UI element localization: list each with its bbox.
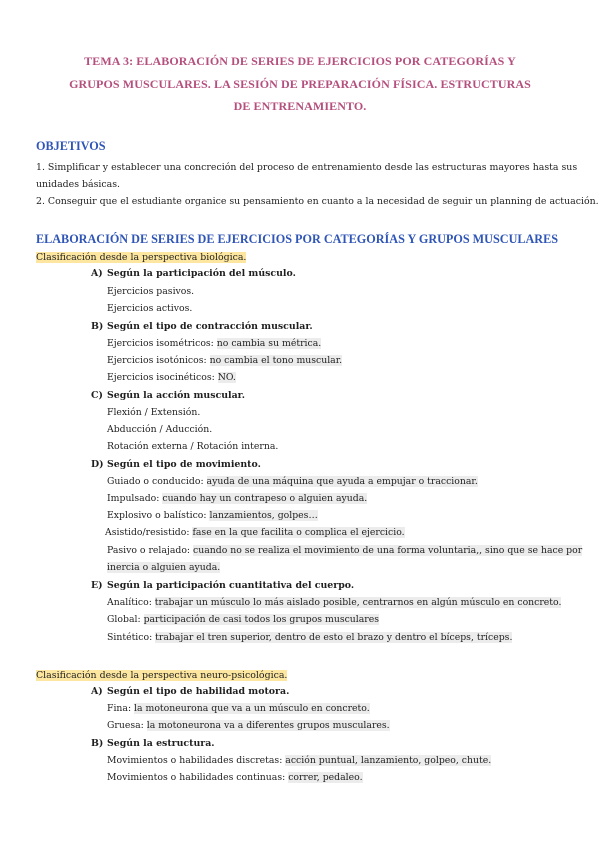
bio-b-line-1-value: no cambia su métrica. — [216, 338, 322, 349]
bio-d-line-2 — [107, 493, 367, 504]
neuro-b-line-1-value: acción puntual, lanzamiento, golpeo, chute. — [285, 755, 492, 766]
bio-e-line-3 — [107, 632, 512, 643]
bio-d-line-6-value: inercia o alguien ayuda. — [107, 562, 221, 573]
neuro-a-line-2-label: Gruesa: — [107, 720, 147, 731]
neuro-a-letter: A) — [91, 686, 103, 697]
bio-a-title: Según la participación del músculo. — [107, 268, 296, 279]
neuro-a-line-2-value: la motoneurona va a diferentes grupos musculares. — [146, 720, 390, 731]
bio-e-title: Según la participación cuantitativa del cuerpo. — [107, 580, 355, 591]
bio-d-line-3-value: lanzamientos, golpes… — [209, 510, 318, 521]
neuro-a-line-2 — [107, 720, 390, 731]
bio-a-line-1: Ejercicios pasivos. — [107, 286, 195, 297]
bio-b-line-1-label: Ejercicios isométricos: — [107, 338, 217, 349]
neuro-b-letter: B) — [91, 738, 104, 749]
title-line-3: DE ENTRENAMIENTO. — [233, 99, 367, 113]
neuro-a-line-1-value: la motoneurona que va a un músculo en concreto. — [134, 703, 370, 714]
bio-b-line-2-label: Ejercicios isotónicos: — [107, 355, 210, 366]
bio-c-line-3: Rotación externa / Rotación interna. — [107, 441, 279, 452]
objetivo-1-line-2: unidades básicas. — [36, 179, 121, 190]
bio-c-title: Según la acción muscular. — [107, 390, 245, 401]
bio-e-line-1-label: Analítico: — [107, 597, 155, 608]
title-line-1: TEMA 3: ELABORACIÓN DE SERIES DE EJERCICIOS POR CATEGORÍAS Y — [84, 54, 516, 68]
bio-e-line-2-value: participación de casi todos los grupos musculares — [143, 614, 380, 625]
bio-b-line-3-label: Ejercicios isocinéticos: — [107, 372, 218, 383]
bio-e-line-2 — [107, 614, 379, 625]
bio-b-line-3 — [107, 372, 236, 383]
bio-a-letter: A) — [91, 268, 103, 279]
neuro-label-highlight: Clasificación desde la perspectiva neuro-psicológica. — [36, 670, 288, 681]
neuro-b-line-2-label: Movimientos o habilidades continuas: — [107, 772, 289, 783]
bio-d-line-1 — [107, 476, 478, 487]
bio-c-line-1: Flexión / Extensión. — [107, 407, 201, 418]
bio-d-title: Según el tipo de movimiento. — [107, 459, 261, 470]
document-title — [50, 50, 550, 118]
bio-e-line-1-value: trabajar un músculo lo más aislado posible, centrarnos en algún músculo en concreto. — [154, 597, 562, 608]
bio-d-line-3-label: Explosivo o balístico: — [107, 510, 210, 521]
bio-e-line-1 — [107, 597, 561, 608]
neuro-b-line-1-label: Movimientos o habilidades discretas: — [107, 755, 286, 766]
bio-d-line-1-label: Guiado o conducido: — [107, 476, 207, 487]
bio-b-letter: B) — [91, 321, 104, 332]
bio-d-line-4-value: fase en la que facilita o complica el ejercicio. — [192, 527, 405, 538]
series-heading: ELABORACIÓN DE SERIES DE EJERCICIOS POR CATEGORÍAS Y GRUPOS MUSCULARES — [36, 232, 559, 246]
neuro-a-title: Según el tipo de habilidad motora. — [107, 686, 290, 697]
objetivo-1-line-1: 1. Simplificar y establecer una concreción del proceso de entrenamiento desde las estructuras mayores hasta sus — [36, 162, 578, 173]
bio-d-line-2-value: cuando hay un contrapeso o alguien ayuda. — [162, 493, 368, 504]
bio-c-line-2: Abducción / Aducción. — [107, 424, 213, 435]
bio-b-line-3-value: NO. — [217, 372, 236, 383]
neuro-b-line-1 — [107, 755, 491, 766]
bio-d-line-4-label: Asistido/resistido: — [105, 527, 193, 538]
bio-e-line-2-label: Global: — [107, 614, 144, 625]
bio-d-line-5-value: cuando no se realiza el movimiento de una forma voluntaria,, sino que se hace por — [193, 545, 583, 556]
bio-d-line-2-label: Impulsado: — [107, 493, 163, 504]
bio-e-letter: E) — [91, 580, 103, 591]
bio-b-title: Según el tipo de contracción muscular. — [107, 321, 313, 332]
neuro-b-line-2 — [107, 772, 363, 783]
bio-b-line-2-value: no cambia el tono muscular. — [209, 355, 343, 366]
objetivos-heading: OBJETIVOS — [36, 139, 106, 153]
bio-e-line-3-label: Sintético: — [107, 632, 156, 643]
bio-d-line-5 — [107, 545, 582, 556]
bio-b-line-2 — [107, 355, 342, 366]
bio-d-line-5-label: Pasivo o relajado: — [107, 545, 194, 556]
neuro-b-line-2-value: correr, pedaleo. — [288, 772, 363, 783]
bio-b-line-1 — [107, 338, 321, 349]
bio-d-line-1-value: ayuda de una máquina que ayuda a empujar o traccionar. — [206, 476, 478, 487]
bio-d-line-3 — [107, 510, 318, 521]
bio-e-line-3-value: trabajar el tren superior, dentro de esto el brazo y dentro el bíceps, tríceps. — [155, 632, 513, 643]
bio-d-line-6 — [107, 562, 220, 573]
title-line-2: GRUPOS MUSCULARES. LA SESIÓN DE PREPARACIÓN FÍSICA. ESTRUCTURAS — [69, 76, 531, 91]
neuro-a-line-1 — [107, 703, 370, 714]
objetivo-2: 2. Conseguir que el estudiante organice su pensamiento en cuanto a la necesidad de seguir un planning de actuación. — [36, 196, 599, 207]
bio-d-letter: D) — [91, 459, 104, 470]
bio-classification-label — [36, 250, 246, 265]
neuro-classification-label — [36, 668, 287, 683]
bio-c-letter: C) — [91, 390, 103, 401]
bio-a-line-2: Ejercicios activos. — [107, 303, 193, 314]
bio-d-line-4 — [105, 527, 405, 538]
neuro-b-title: Según la estructura. — [107, 738, 215, 749]
neuro-a-line-1-label: Fina: — [107, 703, 135, 714]
bio-label-highlight: Clasificación desde la perspectiva biológica. — [36, 252, 247, 263]
